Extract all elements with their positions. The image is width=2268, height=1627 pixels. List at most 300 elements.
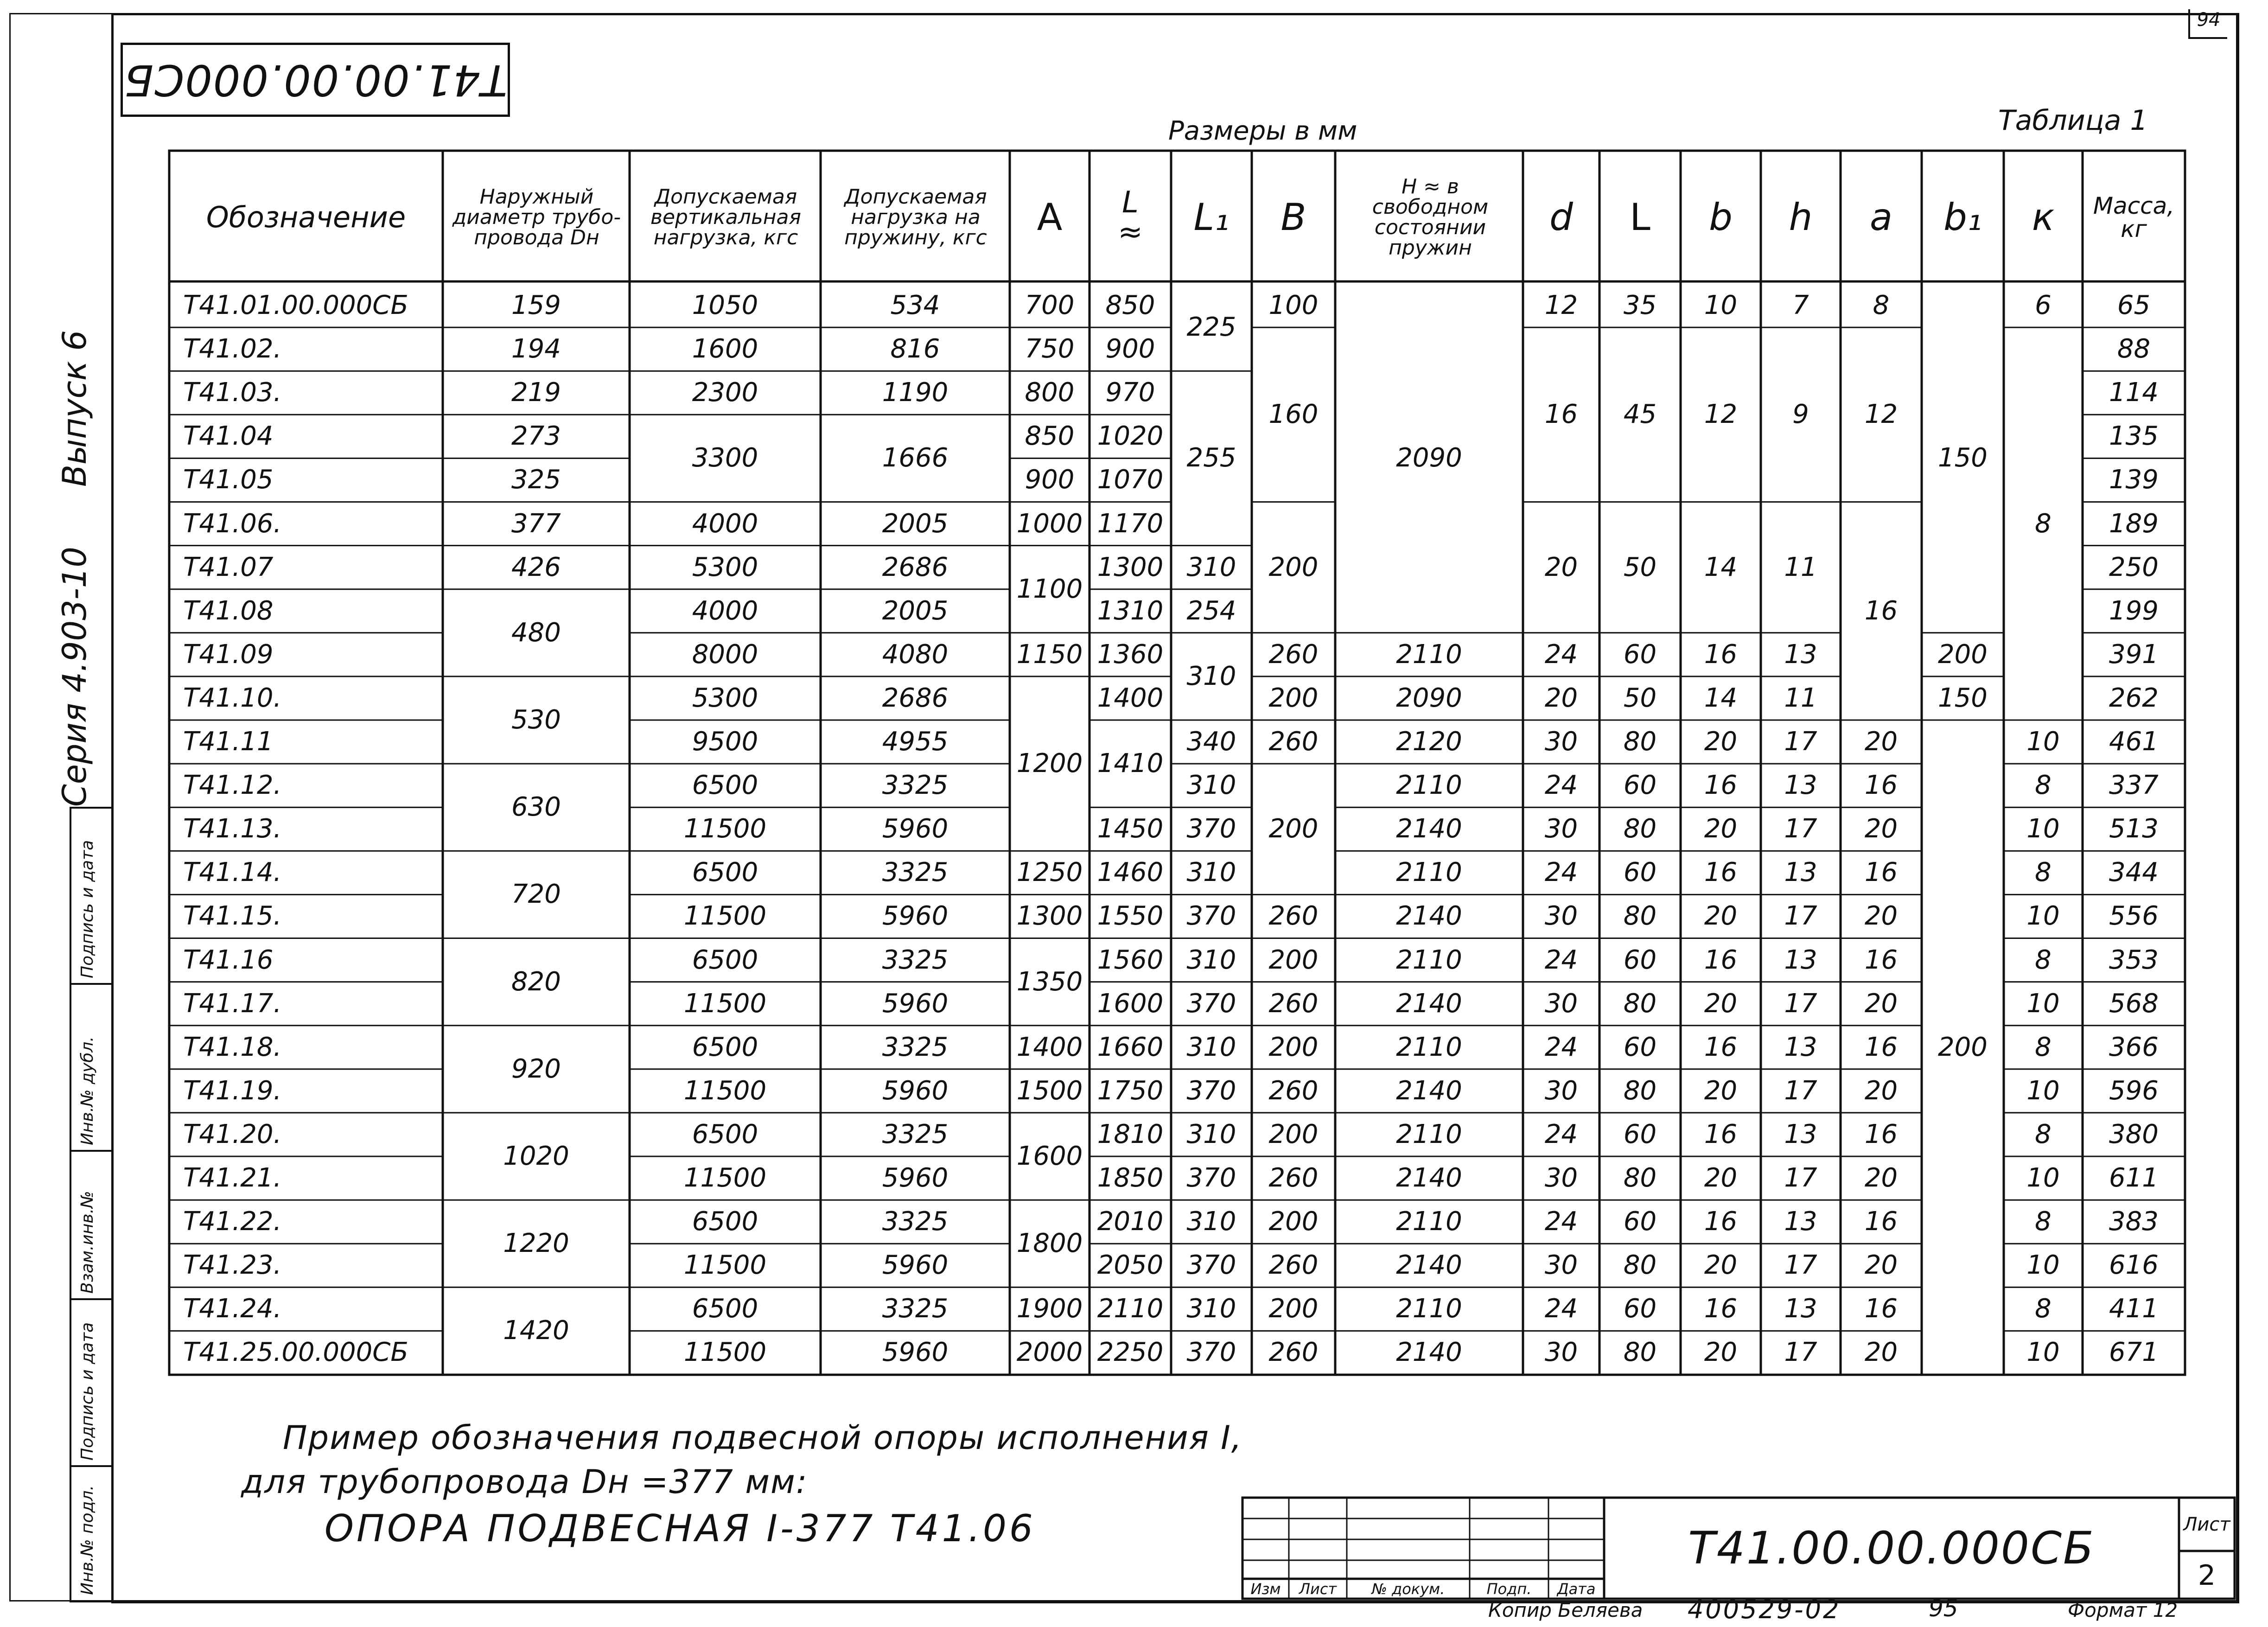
dim-k-cell: 8 — [2035, 944, 2051, 975]
vertical-load-cell: 5300 — [692, 552, 758, 582]
header-mass: Масса, кг — [2093, 192, 2175, 242]
dim-b-cell: 20 — [1704, 1163, 1738, 1193]
dim-b1-cell: 150 — [1938, 443, 1988, 473]
dim-k-cell: 10 — [2026, 1075, 2060, 1106]
dim-b-cell: 20 — [1704, 1250, 1738, 1281]
mass-cell: 596 — [2109, 1075, 2159, 1106]
dim-H-cell: 2140 — [1396, 1075, 1462, 1106]
designation-cell: Т41.03. — [183, 377, 282, 408]
dim-H-cell: 2110 — [1396, 639, 1462, 670]
dim-a-cell: 20 — [1864, 727, 1898, 757]
dim-L-approx-cell: 1170 — [1097, 508, 1164, 539]
dim-B-cell: 260 — [1268, 1337, 1319, 1368]
dim-d-cell: 30 — [1544, 1250, 1578, 1281]
dim-k-cell: 8 — [2035, 508, 2051, 539]
dim-b-cell: 16 — [1704, 770, 1738, 801]
dim-d-cell: 24 — [1544, 770, 1578, 801]
dim-L1-cell: 310 — [1186, 944, 1236, 975]
dim-d-cell: 24 — [1544, 857, 1578, 888]
dim-b-cell: 16 — [1704, 639, 1738, 670]
mass-cell: 568 — [2109, 988, 2159, 1019]
dim-B-cell: 200 — [1268, 552, 1319, 582]
header-vertical-load: Допускаемая вертикальная нагрузка, кгс — [650, 185, 801, 249]
mass-cell: 411 — [2109, 1294, 2159, 1324]
header-A: А — [1037, 195, 1063, 239]
dim-B-cell: 260 — [1268, 639, 1319, 670]
mass-cell: 262 — [2109, 683, 2159, 713]
vertical-load-cell: 6500 — [692, 1119, 758, 1149]
outer-diameter-cell: 530 — [511, 704, 561, 735]
outer-diameter-cell: 273 — [511, 421, 561, 452]
dim-A-cell: 800 — [1025, 377, 1075, 408]
outer-diameter-cell: 219 — [511, 377, 561, 408]
designation-cell: Т41.01.00.000СБ — [183, 290, 408, 321]
dim-L-cell: 50 — [1623, 552, 1657, 582]
designation-cell: Т41.23. — [183, 1250, 282, 1281]
dim-L1-cell: 370 — [1186, 988, 1236, 1019]
mass-cell: 671 — [2109, 1337, 2159, 1368]
dim-h-cell: 17 — [1784, 1337, 1817, 1368]
mass-cell: 344 — [2109, 857, 2159, 888]
dim-B-cell: 200 — [1268, 814, 1319, 844]
spring-load-cell: 3325 — [882, 857, 949, 888]
stamp-izm: Изм — [1250, 1580, 1281, 1598]
dim-A-cell: 2000 — [1016, 1337, 1083, 1368]
vertical-load-cell: 1600 — [692, 334, 758, 364]
stamp-date: Дата — [1557, 1580, 1596, 1598]
dim-L-cell: 80 — [1623, 1075, 1657, 1106]
dim-k-cell: 8 — [2035, 1206, 2051, 1237]
dim-L-cell: 60 — [1623, 770, 1657, 801]
spring-load-cell: 1190 — [882, 377, 949, 408]
designation-cell: Т41.13. — [183, 814, 282, 844]
dim-L-approx-cell: 2010 — [1097, 1206, 1164, 1237]
vertical-load-cell: 11500 — [683, 1337, 767, 1368]
designation-cell: Т41.08 — [183, 595, 274, 626]
spring-load-cell: 2686 — [882, 552, 949, 582]
spring-load-cell: 3325 — [882, 1206, 949, 1237]
dim-b-cell: 20 — [1704, 1337, 1738, 1368]
dim-h-cell: 13 — [1784, 944, 1817, 975]
outer-diameter-cell: 426 — [511, 552, 561, 582]
dim-h-cell: 13 — [1784, 639, 1817, 670]
dim-L-approx-cell: 1300 — [1097, 552, 1164, 582]
designation-cell: Т41.18. — [183, 1032, 282, 1062]
dim-k-cell: 8 — [2035, 857, 2051, 888]
mass-cell: 250 — [2109, 552, 2159, 582]
dim-d-cell: 30 — [1544, 901, 1578, 932]
dim-b-cell: 16 — [1704, 857, 1738, 888]
dim-b-cell: 14 — [1704, 683, 1738, 713]
vertical-load-cell: 2300 — [692, 377, 758, 408]
dim-B-cell: 260 — [1268, 988, 1319, 1019]
dim-h-cell: 17 — [1784, 988, 1817, 1019]
mass-cell: 199 — [2109, 595, 2159, 626]
dim-b-cell: 20 — [1704, 988, 1738, 1019]
dim-h-cell: 13 — [1784, 857, 1817, 888]
strip-label-2: Подпись и дата — [78, 1322, 97, 1461]
dim-H-cell: 2110 — [1396, 857, 1462, 888]
header-b1: b₁ — [1943, 195, 1982, 239]
dim-a-cell: 16 — [1864, 1206, 1898, 1237]
dim-A-cell: 1800 — [1016, 1228, 1083, 1259]
outer-diameter-cell: 480 — [511, 617, 561, 648]
dim-k-cell: 10 — [2026, 727, 2060, 757]
dim-A-cell: 1600 — [1016, 1141, 1083, 1171]
dim-k-cell: 6 — [2035, 290, 2051, 321]
dim-A-cell: 850 — [1025, 421, 1075, 452]
dim-A-cell: 1150 — [1016, 639, 1083, 670]
outer-diameter-cell: 377 — [511, 508, 561, 539]
dim-k-cell: 8 — [2035, 1119, 2051, 1149]
dim-a-cell: 16 — [1864, 1294, 1898, 1324]
dim-a-cell: 16 — [1864, 857, 1898, 888]
spring-load-cell: 5960 — [882, 1075, 949, 1106]
dim-L-approx-cell: 1850 — [1097, 1163, 1164, 1193]
spring-load-cell: 3325 — [882, 944, 949, 975]
stamp-list: Лист — [1299, 1580, 1337, 1598]
dim-L-approx-cell: 1450 — [1097, 814, 1164, 844]
dim-L1-cell: 340 — [1186, 727, 1236, 757]
spring-load-cell: 3325 — [882, 1032, 949, 1062]
dim-H-cell: 2110 — [1396, 944, 1462, 975]
dim-b-cell: 16 — [1704, 944, 1738, 975]
spring-load-cell: 4080 — [882, 639, 949, 670]
designation-cell: Т41.06. — [183, 508, 282, 539]
dim-A-cell: 700 — [1025, 290, 1075, 321]
dim-B-cell: 260 — [1268, 1075, 1319, 1106]
spring-load-cell: 5960 — [882, 814, 949, 844]
designation-cell: Т41.24. — [183, 1294, 282, 1324]
header-k: к — [2032, 195, 2055, 239]
dim-B-cell: 260 — [1268, 1163, 1319, 1193]
dim-L-cell: 60 — [1623, 1206, 1657, 1237]
dim-L-cell: 80 — [1623, 1250, 1657, 1281]
designation-cell: Т41.16 — [183, 944, 274, 975]
spring-load-cell: 5960 — [882, 1337, 949, 1368]
dim-L1-cell: 254 — [1186, 595, 1236, 626]
stamp-sheet-no: 2 — [2198, 1559, 2216, 1592]
dim-H-cell: 2120 — [1396, 727, 1462, 757]
dim-d-cell: 24 — [1544, 1119, 1578, 1149]
dim-L1-cell: 370 — [1186, 1075, 1236, 1106]
units-caption: Размеры в мм — [1168, 116, 1357, 146]
dim-d-cell: 24 — [1544, 1294, 1578, 1324]
designation-cell: Т41.12. — [183, 770, 282, 801]
example-line-2: для трубопровода Dн =377 мм: — [241, 1463, 808, 1501]
stamp-sheet-label: Лист — [2183, 1513, 2230, 1535]
header-d: d — [1549, 195, 1573, 239]
dim-H-cell: 2110 — [1396, 1206, 1462, 1237]
dim-L-cell: 60 — [1623, 1119, 1657, 1149]
dim-k-cell: 10 — [2026, 1250, 2060, 1281]
dim-L-approx-cell: 2050 — [1097, 1250, 1164, 1281]
dim-L1-cell: 370 — [1186, 814, 1236, 844]
example-line-1: Пример обозначения подвесной опоры исполнения I, — [283, 1419, 1243, 1457]
vertical-load-cell: 6500 — [692, 770, 758, 801]
dim-L1-cell: 370 — [1186, 1337, 1236, 1368]
header-L: L — [1630, 195, 1650, 239]
left-strip-div — [70, 1150, 111, 1152]
vertical-load-cell: 8000 — [692, 639, 758, 670]
strip-label-1: Инв.№ подл. — [78, 1485, 97, 1595]
dim-d-cell: 12 — [1544, 290, 1578, 321]
dim-k-cell: 8 — [2035, 1032, 2051, 1062]
dim-L-cell: 80 — [1623, 727, 1657, 757]
dim-b-cell: 16 — [1704, 1294, 1738, 1324]
spring-load-cell: 3325 — [882, 1294, 949, 1324]
dim-k-cell: 10 — [2026, 1337, 2060, 1368]
dim-H-cell: 2140 — [1396, 901, 1462, 932]
dim-L-approx-cell: 2250 — [1097, 1337, 1164, 1368]
dim-h-cell: 9 — [1792, 399, 1809, 430]
dim-b-cell: 16 — [1704, 1119, 1738, 1149]
vertical-load-cell: 4000 — [692, 508, 758, 539]
designation-cell: Т41.02. — [183, 334, 282, 364]
dim-L-cell: 50 — [1623, 683, 1657, 713]
spring-load-cell: 5960 — [882, 901, 949, 932]
dim-a-cell: 16 — [1864, 770, 1898, 801]
vertical-load-cell: 9500 — [692, 727, 758, 757]
stamp-doc: № докум. — [1371, 1580, 1445, 1598]
dim-d-cell: 24 — [1544, 1206, 1578, 1237]
dim-L-approx-cell: 1310 — [1097, 595, 1164, 626]
vertical-load-cell: 11500 — [683, 1075, 767, 1106]
strip-label-3: Взам.инв.№ — [78, 1191, 97, 1294]
vertical-load-cell: 6500 — [692, 1206, 758, 1237]
dim-k-cell: 8 — [2035, 770, 2051, 801]
dim-b-cell: 20 — [1704, 1075, 1738, 1106]
dim-h-cell: 17 — [1784, 1075, 1817, 1106]
mass-cell: 556 — [2109, 901, 2159, 932]
dim-B-cell: 200 — [1268, 1206, 1319, 1237]
dim-L-cell: 60 — [1623, 639, 1657, 670]
dim-L-cell: 80 — [1623, 1337, 1657, 1368]
dim-L-cell: 60 — [1623, 944, 1657, 975]
dim-A-cell: 1900 — [1016, 1294, 1083, 1324]
outer-diameter-cell: 820 — [511, 966, 561, 997]
page-number: 94 — [2188, 9, 2227, 39]
dim-h-cell: 13 — [1784, 1032, 1817, 1062]
dim-A-cell: 1500 — [1016, 1075, 1083, 1106]
dim-d-cell: 30 — [1544, 1075, 1578, 1106]
mass-cell: 189 — [2109, 508, 2159, 539]
dim-H-cell: 2140 — [1396, 1337, 1462, 1368]
dim-H-cell: 2140 — [1396, 988, 1462, 1019]
outer-diameter-cell: 1220 — [503, 1228, 569, 1259]
outer-diameter-cell: 630 — [511, 792, 561, 823]
dim-b-cell: 16 — [1704, 1206, 1738, 1237]
dim-L-approx-cell: 900 — [1105, 334, 1155, 364]
mass-cell: 513 — [2109, 814, 2159, 844]
vertical-load-cell: 4000 — [692, 595, 758, 626]
dim-L-approx-cell: 1460 — [1097, 857, 1164, 888]
dim-H-cell: 2110 — [1396, 770, 1462, 801]
dim-h-cell: 17 — [1784, 1250, 1817, 1281]
dim-A-cell: 1400 — [1016, 1032, 1083, 1062]
dim-L-cell: 60 — [1623, 1294, 1657, 1324]
mass-cell: 139 — [2109, 465, 2159, 495]
spring-load-cell: 5960 — [882, 1250, 949, 1281]
mass-cell: 114 — [2109, 377, 2159, 408]
outer-diameter-cell: 920 — [511, 1053, 561, 1084]
header-b: b — [1709, 195, 1733, 239]
dim-d-cell: 30 — [1544, 727, 1578, 757]
dim-a-cell: 20 — [1864, 1250, 1898, 1281]
dim-h-cell: 17 — [1784, 901, 1817, 932]
dim-H-cell: 2090 — [1396, 443, 1462, 473]
designation-cell: Т41.11 — [183, 727, 274, 757]
dim-b-cell: 10 — [1704, 290, 1738, 321]
dim-a-cell: 20 — [1864, 814, 1898, 844]
dim-a-cell: 20 — [1864, 1337, 1898, 1368]
vertical-load-cell: 11500 — [683, 814, 767, 844]
footer-copied: Копир Беляева — [1488, 1599, 1643, 1621]
dim-L-approx-cell: 1020 — [1097, 421, 1164, 452]
header-outer-diameter: Наружный диаметр трубо-провода Dн — [452, 185, 621, 249]
footer-format: Формат 12 — [2068, 1599, 2178, 1621]
dim-d-cell: 30 — [1544, 814, 1578, 844]
outer-diameter-cell: 159 — [511, 290, 561, 321]
vertical-load-cell: 6500 — [692, 1294, 758, 1324]
dim-b-cell: 14 — [1704, 552, 1738, 582]
strip-label-5: Подпись и дата — [78, 840, 97, 978]
dim-k-cell: 10 — [2026, 1163, 2060, 1193]
dim-h-cell: 13 — [1784, 1119, 1817, 1149]
dim-L-approx-cell: 1560 — [1097, 944, 1164, 975]
dim-a-cell: 20 — [1864, 901, 1898, 932]
dim-d-cell: 24 — [1544, 639, 1578, 670]
dim-L-approx-cell: 850 — [1105, 290, 1155, 321]
dim-h-cell: 7 — [1792, 290, 1809, 321]
stamp-podp: Подп. — [1486, 1580, 1532, 1598]
dim-H-cell: 2140 — [1396, 1250, 1462, 1281]
dim-H-cell: 2110 — [1396, 1032, 1462, 1062]
spring-load-cell: 2686 — [882, 683, 949, 713]
dim-L1-cell: 370 — [1186, 1163, 1236, 1193]
spring-load-cell: 5960 — [882, 1163, 949, 1193]
dim-L-approx-cell: 1410 — [1097, 748, 1164, 779]
spring-load-cell: 2005 — [882, 595, 949, 626]
outer-diameter-cell: 1020 — [503, 1141, 569, 1171]
vertical-load-cell: 11500 — [683, 1250, 767, 1281]
dim-B-cell: 200 — [1268, 944, 1319, 975]
dim-B-cell: 200 — [1268, 1294, 1319, 1324]
designation-cell: Т41.17. — [183, 988, 282, 1019]
mass-cell: 366 — [2109, 1032, 2159, 1062]
side-issue: Выпуск 6 — [56, 330, 94, 487]
dim-A-cell: 1300 — [1016, 901, 1083, 932]
dim-A-cell: 900 — [1025, 465, 1075, 495]
spring-load-cell: 534 — [890, 290, 940, 321]
header-L-approx: L ≈ — [1118, 185, 1143, 249]
dim-B-cell: 260 — [1268, 901, 1319, 932]
left-strip-div — [70, 1298, 111, 1300]
vertical-load-cell: 5300 — [692, 683, 758, 713]
side-series: Серия 4.903-10 — [56, 547, 94, 807]
dim-H-cell: 2110 — [1396, 1294, 1462, 1324]
dim-a-cell: 12 — [1864, 399, 1898, 430]
mirrored-code: Т41.00.00.000СБ — [123, 55, 508, 105]
header-H: H ≈ в свободном состоянии пружин — [1372, 174, 1489, 260]
mass-cell: 353 — [2109, 944, 2159, 975]
dim-L-approx-cell: 1600 — [1097, 988, 1164, 1019]
spring-load-cell: 5960 — [882, 988, 949, 1019]
dim-b-cell: 20 — [1704, 727, 1738, 757]
designation-cell: Т41.05 — [183, 465, 274, 495]
spring-load-cell: 816 — [890, 334, 940, 364]
outer-diameter-cell: 325 — [511, 465, 561, 495]
dim-d-cell: 20 — [1544, 683, 1578, 713]
dim-L1-cell: 255 — [1186, 443, 1236, 473]
table-caption: Таблица 1 — [1998, 104, 2148, 137]
mass-cell: 611 — [2109, 1163, 2159, 1193]
dim-d-cell: 30 — [1544, 1163, 1578, 1193]
dim-B-cell: 100 — [1268, 290, 1319, 321]
outer-diameter-cell: 194 — [511, 334, 561, 364]
dim-a-cell: 20 — [1864, 1075, 1898, 1106]
dim-L1-cell: 370 — [1186, 901, 1236, 932]
dim-a-cell: 20 — [1864, 988, 1898, 1019]
vertical-load-cell: 11500 — [683, 1163, 767, 1193]
dim-L-approx-cell: 1750 — [1097, 1075, 1164, 1106]
vertical-load-cell: 11500 — [683, 988, 767, 1019]
strip-label-4: Инв.№ дубл. — [78, 1036, 97, 1145]
dim-L1-cell: 370 — [1186, 1250, 1236, 1281]
left-strip-div — [70, 1465, 111, 1467]
designation-cell: Т41.14. — [183, 857, 282, 888]
dim-A-cell: 750 — [1025, 334, 1075, 364]
dim-d-cell: 30 — [1544, 1337, 1578, 1368]
designation-cell: Т41.09 — [183, 639, 274, 670]
dim-L-cell: 35 — [1623, 290, 1657, 321]
dim-B-cell: 200 — [1268, 1032, 1319, 1062]
mirrored-code-box — [121, 43, 510, 117]
header-a: a — [1869, 195, 1893, 239]
header-designation: Обозначение — [206, 200, 406, 234]
mass-cell: 65 — [2117, 290, 2151, 321]
dim-H-cell: 2140 — [1396, 814, 1462, 844]
dim-b1-cell: 150 — [1938, 683, 1988, 713]
dim-d-cell: 20 — [1544, 552, 1578, 582]
dim-d-cell: 16 — [1544, 399, 1578, 430]
dim-L-cell: 80 — [1623, 901, 1657, 932]
dim-H-cell: 2090 — [1396, 683, 1462, 713]
dim-L1-cell: 310 — [1186, 1032, 1236, 1062]
designation-cell: Т41.21. — [183, 1163, 282, 1193]
dim-a-cell: 8 — [1873, 290, 1890, 321]
header-B: В — [1281, 195, 1306, 239]
dim-d-cell: 24 — [1544, 1032, 1578, 1062]
spring-load-cell: 2005 — [882, 508, 949, 539]
dim-b-cell: 16 — [1704, 1032, 1738, 1062]
dim-A-cell: 1350 — [1016, 966, 1083, 997]
dim-d-cell: 24 — [1544, 944, 1578, 975]
dim-B-cell: 200 — [1268, 1119, 1319, 1149]
dim-L-cell: 45 — [1623, 399, 1657, 430]
designation-cell: Т41.04 — [183, 421, 274, 452]
dim-L-approx-cell: 1810 — [1097, 1119, 1164, 1149]
dim-L1-cell: 310 — [1186, 1294, 1236, 1324]
dim-A-cell: 1250 — [1016, 857, 1083, 888]
spring-load-cell: 3325 — [882, 1119, 949, 1149]
dim-L-cell: 60 — [1623, 857, 1657, 888]
vertical-load-cell: 1050 — [692, 290, 758, 321]
dim-L1-cell: 310 — [1186, 661, 1236, 691]
dim-B-cell: 260 — [1268, 1250, 1319, 1281]
header-L1: L₁ — [1193, 195, 1230, 239]
dim-a-cell: 16 — [1864, 1119, 1898, 1149]
